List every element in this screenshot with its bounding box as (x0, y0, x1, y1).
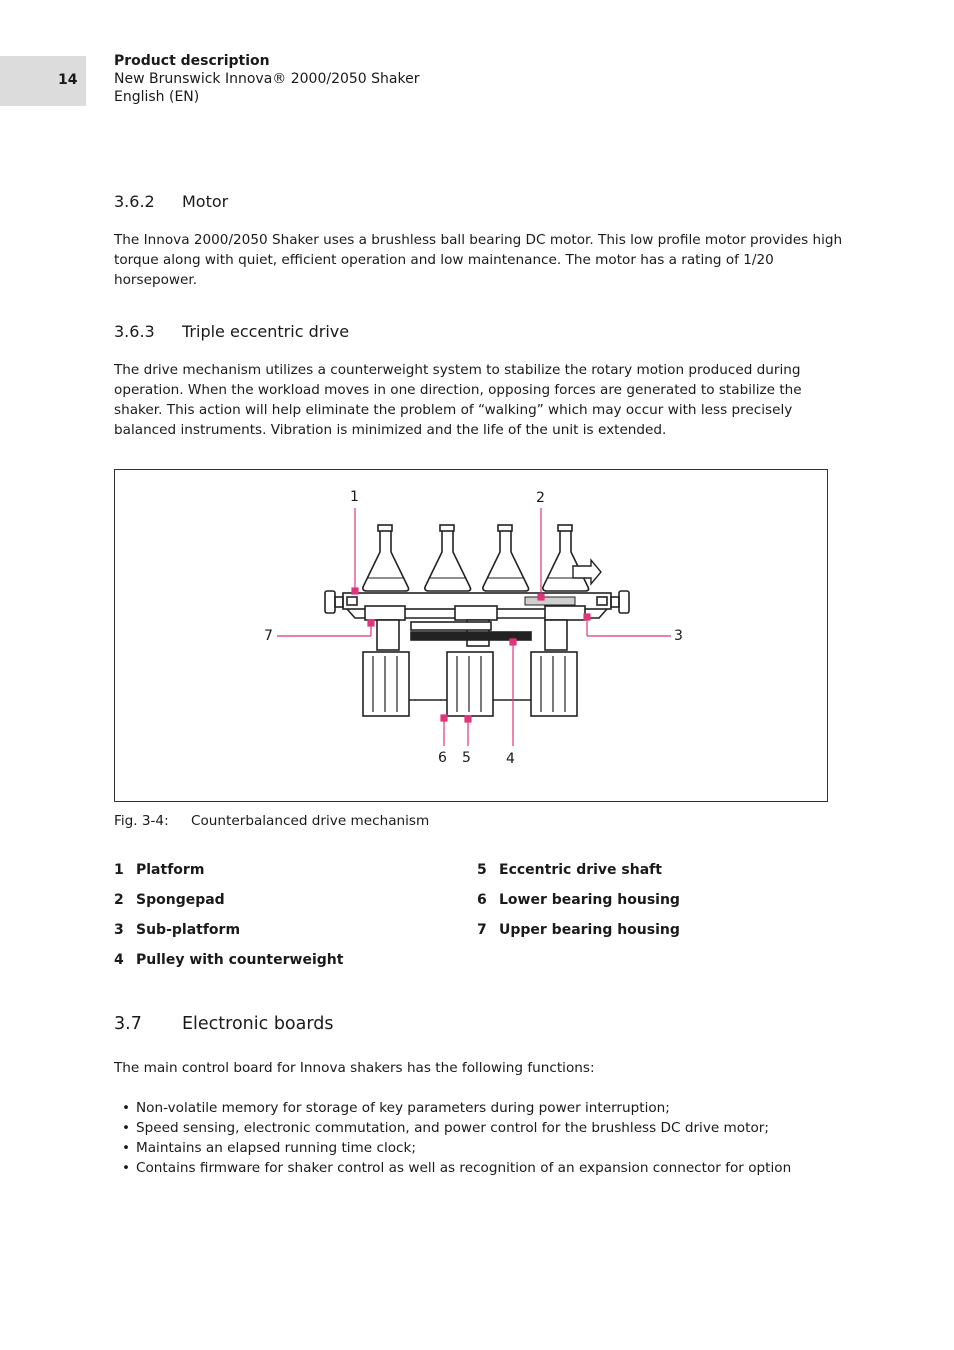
leader-6-dot (441, 715, 447, 721)
boards-heading (114, 1014, 333, 1034)
leader-1-dot (352, 588, 358, 594)
pulley-upper (411, 622, 491, 630)
motor-heading (114, 192, 228, 211)
callout-2: 2 (536, 490, 545, 506)
callout-6: 6 (438, 750, 447, 766)
boards-heading-number: 3.7 (114, 1014, 142, 1034)
legend-item: 4 Pulley with counterweight (114, 952, 344, 968)
leader-3-dot (584, 614, 590, 620)
lower-bearing-center (447, 652, 493, 716)
figure-caption-text: Counterbalanced drive mechanism (191, 813, 430, 829)
legend-item: 5 Eccentric drive shaft (477, 862, 662, 878)
knob-right-stem (611, 597, 619, 607)
upper-bearing-left (365, 606, 405, 620)
page-number-tab (0, 56, 86, 106)
knob-right-icon (619, 591, 629, 613)
legend-item: 1 Platform (114, 862, 205, 878)
header-product: New Brunswick Innova® 2000/2050 Shaker (114, 71, 420, 87)
leader-2-dot (538, 594, 544, 600)
upper-bearing-center (455, 606, 497, 620)
motor-heading-title: Motor (182, 192, 229, 211)
drive-mechanism-figure (114, 469, 828, 802)
boards-function-list (122, 1098, 842, 1178)
motor-paragraph: The Innova 2000/2050 Shaker uses a brushless ball bearing DC motor. This low profile motor provides high torque along with quiet, efficient operation and low maintenance. The motor has a rating of 1/20 horsepower. (114, 232, 843, 288)
boards-heading-title: Electronic boards (182, 1014, 334, 1034)
running-header (114, 52, 419, 106)
callout-1: 1 (350, 489, 359, 505)
legend-item: 3 Sub-platform (114, 922, 241, 938)
lower-bearing-left (363, 652, 409, 716)
callout-7: 7 (264, 628, 273, 644)
upper-bearing-right (545, 606, 585, 620)
figure-caption (114, 813, 429, 829)
drive-heading-number: 3.6.3 (114, 322, 155, 341)
list-item: • Speed sensing, electronic commutation, and power control for the brushless DC drive motor; (122, 1120, 769, 1136)
flask-icon (425, 525, 471, 591)
knob-left-stem (335, 597, 343, 607)
shaft-left (377, 620, 399, 650)
list-item: • Contains firmware for shaker control as well as recognition of an expansion connector for option (122, 1160, 792, 1176)
boards-intro: The main control board for Innova shakers has the following functions: (114, 1060, 595, 1076)
leader-7-dot (368, 620, 374, 626)
flask-icon (483, 525, 529, 591)
header-language: English (EN) (114, 89, 200, 105)
callout-4: 4 (506, 751, 515, 767)
figure-caption-label: Fig. 3-4: (114, 813, 169, 829)
legend-item: 7 Upper bearing housing (477, 922, 680, 938)
leader-5-dot (465, 716, 471, 722)
page-number: 14 (58, 72, 78, 88)
legend-item: 6 Lower bearing housing (477, 892, 680, 908)
drive-mechanism-illustration (115, 470, 829, 803)
callout-3: 3 (674, 628, 683, 644)
flask-icon (363, 525, 409, 591)
drive-heading-title: Triple eccentric drive (182, 322, 350, 341)
legend-item: 2 Spongepad (114, 892, 225, 908)
header-section: Product description (114, 53, 270, 69)
drive-heading (114, 322, 349, 341)
shaft-right (545, 620, 567, 650)
motor-heading-number: 3.6.2 (114, 192, 155, 211)
leader-4-dot (510, 639, 516, 645)
callout-5: 5 (462, 750, 471, 766)
lower-bearing-right (531, 652, 577, 716)
drive-paragraph: The drive mechanism utilizes a counterweight system to stabilize the rotary motion produced during operation. When the workload moves in one direction, opposing forces are generated to stabilize the shaker. This action will help eliminate the problem of “walking” which may occur with less precisely balanced instruments. Vibration is minimized and the life of the unit is extended. (114, 362, 802, 438)
flask-icon (543, 525, 589, 591)
list-item: • Non-volatile memory for storage of key parameters during power interruption; (122, 1100, 670, 1116)
list-item: • Maintains an elapsed running time clock; (122, 1140, 416, 1156)
spongepad-shape (525, 597, 575, 605)
knob-left-icon (325, 591, 335, 613)
